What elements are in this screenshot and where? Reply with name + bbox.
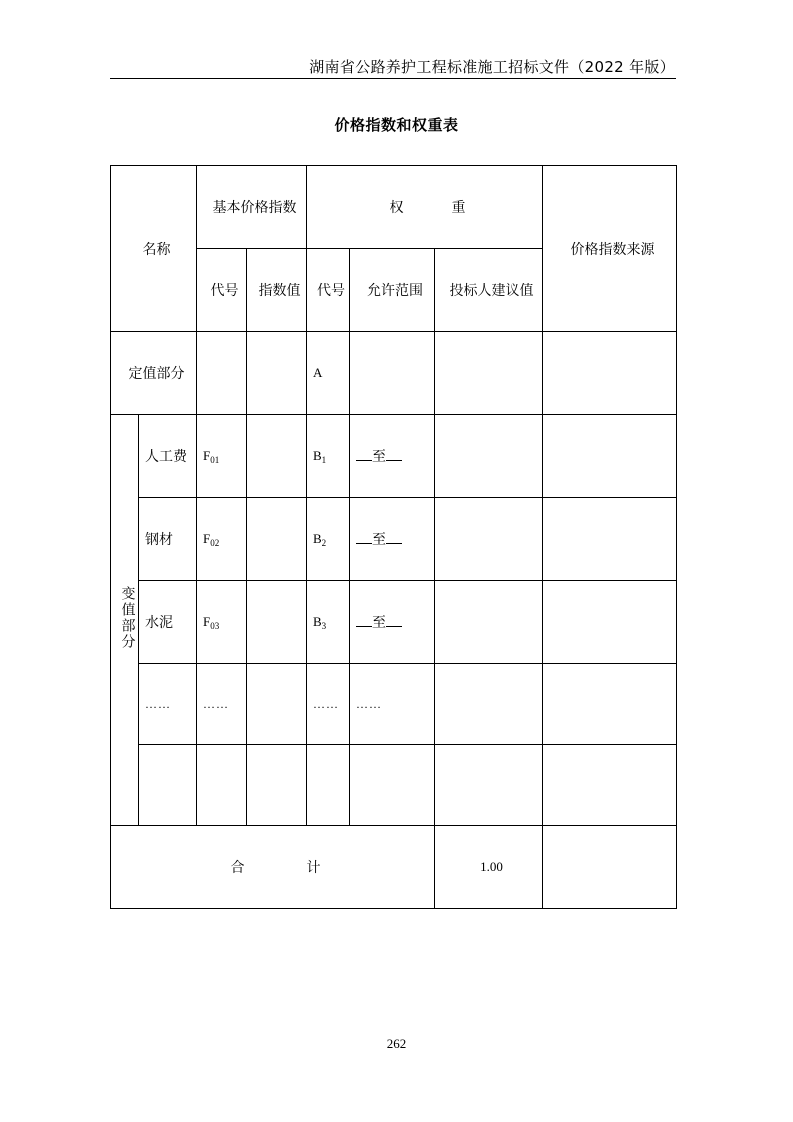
table-row-blank [111,745,677,826]
table-row-total [111,826,677,909]
row-code-letter: F [203,613,211,629]
row-code-letter: F [203,530,211,546]
cell-empty [543,498,677,581]
price-index-table [110,165,677,909]
cell-empty [543,664,677,745]
cell-empty [435,332,543,415]
row-weight-code [307,581,350,664]
cell-empty [247,498,307,581]
range-blank-high [386,448,402,461]
header-weight-code: 代号 [307,249,350,332]
table-row-ellipsis [111,664,677,745]
row-name: 钢材 [139,498,197,581]
row-weight-letter: B [313,447,322,463]
ellipsis-code: …… [197,664,247,745]
row-code [197,415,247,498]
table-row [111,581,677,664]
total-value: 1.00 [435,826,543,909]
table-title: 价格指数和权重表 [334,116,459,134]
cell-empty [543,415,677,498]
cell-empty [543,826,677,909]
cell-empty [543,745,677,826]
row-name: 水泥 [139,581,197,664]
cell-empty [197,745,247,826]
range-separator: 至 [372,532,386,548]
cell-empty [247,415,307,498]
header-range: 允许范围 [350,249,435,332]
header-name: 名称 [111,166,197,332]
range-blank-low [356,448,372,461]
table-row [111,415,677,498]
range-blank-low [356,531,372,544]
cell-empty [543,581,677,664]
row-weight-sub: 2 [321,537,327,548]
cell-empty [247,332,307,415]
header-index-value: 指数值 [247,249,307,332]
row-weight-code [307,498,350,581]
header-bidder-value: 投标人建议值 [435,249,543,332]
cell-empty [247,745,307,826]
range-blank-high [386,531,402,544]
cell-empty [139,745,197,826]
header-weight-text: 权重 [389,200,514,216]
row-code-letter: F [203,447,211,463]
fixed-part-code: A [307,332,350,415]
header-weight [307,166,543,249]
range-blank-low [356,614,372,627]
cell-empty [435,415,543,498]
row-weight-code [307,415,350,498]
ellipsis-name: …… [139,664,197,745]
cell-empty [435,498,543,581]
row-weight-letter: B [313,530,322,546]
row-code-sub: 02 [210,537,220,548]
header-source: 价格指数来源 [543,166,677,332]
cell-empty [435,745,543,826]
range-separator: 至 [372,615,386,631]
cell-empty [197,332,247,415]
row-code [197,581,247,664]
cell-empty [307,745,350,826]
row-weight-sub: 3 [321,620,327,631]
variable-part-text: 变值部分 [119,586,136,650]
range-separator: 至 [372,449,386,465]
total-label-text: 合计 [230,860,383,876]
ellipsis-range: …… [350,664,435,745]
running-header: 湖南省公路养护工程标准施工招标文件（2022 年版） [309,58,675,76]
row-code [197,498,247,581]
fixed-part-label: 定值部分 [111,332,197,415]
cell-empty [247,581,307,664]
cell-empty [543,332,677,415]
range-blank-high [386,614,402,627]
row-weight-sub: 1 [321,454,327,465]
row-code-sub: 01 [210,454,220,465]
page-number: 262 [386,1036,407,1051]
row-range [350,415,435,498]
row-name: 人工费 [139,415,197,498]
header-basic-index: 基本价格指数 [197,166,307,249]
row-range [350,581,435,664]
row-range [350,498,435,581]
cell-empty [435,664,543,745]
cell-empty [247,664,307,745]
cell-empty [350,332,435,415]
total-label [111,826,435,909]
cell-empty [350,745,435,826]
header-code: 代号 [197,249,247,332]
header-rule [110,78,676,79]
variable-part-label [111,415,139,826]
cell-empty [435,581,543,664]
table-row-fixed [111,332,677,415]
table-row [111,498,677,581]
ellipsis-weight-code: …… [307,664,350,745]
row-code-sub: 03 [210,620,220,631]
row-weight-letter: B [313,613,322,629]
